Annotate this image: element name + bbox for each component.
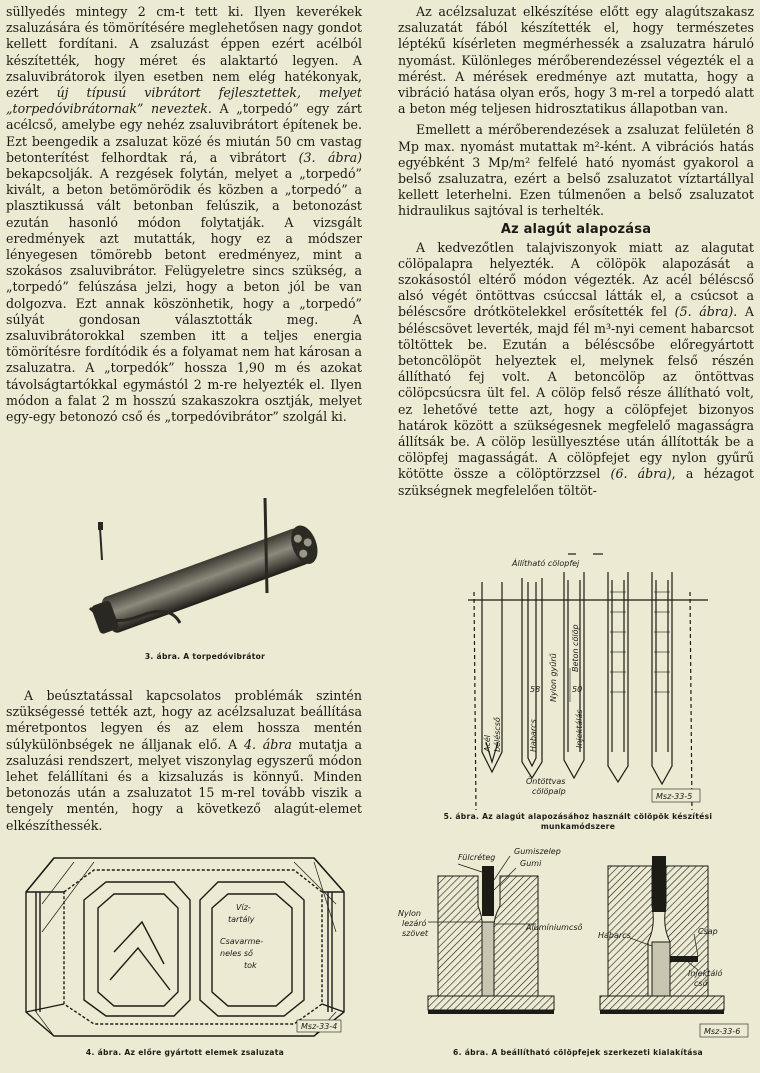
fig4-code: Msz-33-4 bbox=[301, 1022, 338, 1031]
figure-6-caption: 6. ábra. A beállítható cölöpfejek szerkezeti kialakítása bbox=[453, 1048, 703, 1057]
fig5-dim-2: 50 bbox=[572, 685, 583, 694]
figure-3-torpedo-vibrator bbox=[70, 498, 350, 648]
fig6-label-rubber: Gumi bbox=[520, 859, 542, 868]
fig6-label-aluminium-tube: Alumíniumcső bbox=[526, 923, 583, 932]
figure-ref: (3. ábra) bbox=[298, 149, 362, 165]
fig5-label-steel: Acél bbox=[483, 734, 492, 752]
text-run: süllyedés mintegy 2 cm-t tett ki. Ilyen keverékek zsaluzására és tömörítésére meglehetősen nagy gondot kellett fordítani. A zsaluzást éppen ezért acélból készítették, hogy méret és alaktartó legyen. A zsaluvibrátorok ilyen esetben nem elég hatékonyak, ezért bbox=[6, 4, 362, 101]
fig5-label-beton: Beton cölöp bbox=[571, 624, 580, 672]
fig4-label-jack: Csavarme- bbox=[220, 937, 264, 946]
figure-4-caption: 4. ábra. Az előre gyártott elemek zsaluzata bbox=[85, 1048, 285, 1057]
fig5-label-nylon: Nylon gyűrű bbox=[549, 653, 558, 702]
fig5-label-injection: Injektálás bbox=[575, 709, 584, 748]
fig5-label-castiron: Öntöttvas bbox=[526, 777, 566, 786]
fig4-label-tok: tok bbox=[244, 961, 257, 970]
pile-method-drawing bbox=[468, 552, 708, 810]
left-paragraph-2 bbox=[6, 688, 362, 834]
fig5-code: Msz-33-5 bbox=[656, 792, 693, 801]
figure-5-caption-line2: munkamódszere bbox=[540, 822, 616, 831]
torpedo-vibrator-image bbox=[70, 498, 350, 648]
fig4-label-water: Víz- bbox=[236, 903, 251, 912]
text-run: , a hézagot szükségnek megfelelően töltöt- bbox=[398, 466, 754, 498]
fig6-label-nylon: Nylon bbox=[398, 909, 421, 918]
text-run: A „torpedó” egy zárt acélcső, amelybe egy nehéz zsaluvibrátort építenek be. Ezt beengedik a zsaluzat közé és miután 50 cm vastag betonterítést felhordtak rá, a vibrátort bbox=[6, 101, 362, 165]
figure-ref: (6. ábra) bbox=[610, 466, 672, 482]
pile-head-drawing bbox=[398, 846, 756, 1042]
right-paragraph-1: Az acélzsaluzat elkészítése előtt egy alagútszakasz zsaluzatát fából készítették el, hogy természetes léptékű kísérleten megmérhessék a zsaluzatra háruló nyomást. Különleges mérőberendezéssel végezték el a mérést. A mérések eredménye azt mutatta, hogy a vibráció hatása olyan erős, hogy 3 m-rel a torpedó alatt a beton még teljesen hidrosztatikus állapotban van. bbox=[398, 4, 754, 117]
text-run: A béléscsövet leverték, majd fél m³-nyi cement habarcsot töltöttek be. Ezután a béléscsőbe előregyártott betoncölöpöt helyeztek el, melynek felső részén állítható fej volt. A betoncölöp az öntöttvas cölöpcsúcsra ült fel. A cölöp felső része állítható volt, ez lehetővé tette azt, hogy a cölöpfejet bizonyos határok között a szükségesnek megfelelő magasságra állítsák be. A cölöp lesüllyesztése után állították be a cölöpfej magasságát. A cölöpfejet egy nylon gyűrű kötötte össze a cölöptörzzsel bbox=[398, 304, 754, 482]
section-heading: Az alagút alapozása bbox=[500, 221, 652, 237]
figure-ref: (5. ábra). bbox=[674, 304, 738, 320]
figure-5-caption-line1: 5. ábra. Az alagút alapozásához használt cölöpök készítési bbox=[443, 812, 713, 821]
figure-5-pile-method bbox=[468, 552, 708, 810]
right-paragraph-2: Emellett a mérőberendezések a zsaluzat felületén 8 Mp max. nyomást mutattak m²-ként. A vibrációs hatás egyébként 3 Mp/m² felfelé ható nyomást gyakorol a belső zsaluzatra, ezért a belső zsaluzatot víztartállyal kellett leterhelni. Ezen túlmenően a belső zsaluzatot hidraulikus sajtóval is terhelték. bbox=[398, 122, 754, 219]
fig6-label-tap: Csap bbox=[698, 927, 718, 936]
fig6-label-tube: cső bbox=[694, 979, 708, 988]
left-column-lower bbox=[6, 688, 362, 834]
fig5-label-liner: béléscső bbox=[493, 717, 502, 752]
fig5-label-adjustable-head: Állítható cölopfej bbox=[512, 559, 580, 568]
figure-6-pile-heads bbox=[398, 846, 756, 1042]
left-paragraph-1 bbox=[6, 4, 362, 425]
formwork-drawing bbox=[14, 852, 354, 1040]
fig6-label-fabric: szövet bbox=[402, 929, 429, 938]
fig6-label-rubber-valve: Gumiszelep bbox=[514, 847, 561, 856]
text-run: mutatja a zsaluzási rendszert, melyet viszonylag egyszerű módon lehet felállítani és a kizsaluzás is könnyű. Minden betonozás után a zsaluzatot 15 m-rel tovább viszik a tengely mentén, hogy a következő alagút-elemet elkészíthessék. bbox=[6, 736, 362, 833]
fig4-label-tank: tartály bbox=[228, 915, 255, 924]
right-column bbox=[398, 4, 754, 499]
text-run: A kedvezőtlen talajviszonyok miatt az alagutat cölöpalapra helyezték. A cölöpök alapozását a szokásostól eltérő módon végezték. Az acél béléscső alsó végét öntöttvas csúccsal látták el, a csúcsot a béléscsőre drótkötelekkel erősítették fel bbox=[398, 239, 754, 320]
fig6-label-mortar: Habarcs bbox=[598, 931, 631, 940]
fig5-label-pilefoot: cölöpalp bbox=[532, 787, 566, 796]
figure-4-formwork-diagram bbox=[14, 852, 354, 1040]
figure-ref: 4. ábra bbox=[244, 736, 292, 752]
fig6-label-sealing: lezáró bbox=[402, 919, 427, 928]
italic-run: új típusú vibrátort fejlesztettek, melyet „torpedóvibrátornak” neveztek. bbox=[6, 85, 362, 117]
text-run: A beúsztatással kapcsolatos problémák szintén szükségessé tették azt, hogy az acélzsaluzat beállítása méretpontos legyen és az elem hossza mentén súlykülönbségek ne álljanak elő. A bbox=[6, 688, 362, 752]
text-run: bekapcsolják. A rezgések folytán, melyet a „torpedó” kivált, a beton betömörödik és közben a „torpedó” a plasztikussá vált betonban felúszik, a betonozást ezután hasonló módon folytatják. A vizsgált eredmények azt mutatták, hogy ez a módszer lényegesen tömörebb betont eredményez, mint a szokásos zsaluvibrátor. Felügyeletre sincs szükség, a „torpedó” felúszása jelzi, hogy a beton jól be van dolgozva. Ezt annak köszönhetik, hogy a „torpedó” súlyát gondosan választották meg. A zsaluvibrátorokkal szemben itt a teljes energia tömörítésre fordítódik és a folyamat nem hat károsan a zsaluzatra. A „torpedók” hossza 1,90 m és azokat távolságtartókkal egymástól 2 m-re helyezték el. Ilyen módon a falat 2 m hosszú szakaszokra osztják, melyet egy-egy betonozó cső és „torpedóvibrátor” szolgál ki. bbox=[6, 166, 362, 425]
fig5-dim-1: 58 bbox=[530, 685, 541, 694]
fig5-label-mortar: Habarcs bbox=[529, 719, 538, 752]
fig4-label-jack2: neles ső bbox=[220, 949, 253, 958]
figure-3-caption: 3. ábra. A torpedóvibrátor bbox=[144, 652, 266, 661]
fig6-code: Msz-33-6 bbox=[704, 1027, 741, 1036]
fig6-label-injection: Injektáló bbox=[688, 969, 723, 978]
left-column bbox=[6, 4, 362, 425]
right-paragraph-3 bbox=[398, 240, 754, 499]
fig6-label-fulcreteg: Fülcréteg bbox=[458, 853, 496, 862]
